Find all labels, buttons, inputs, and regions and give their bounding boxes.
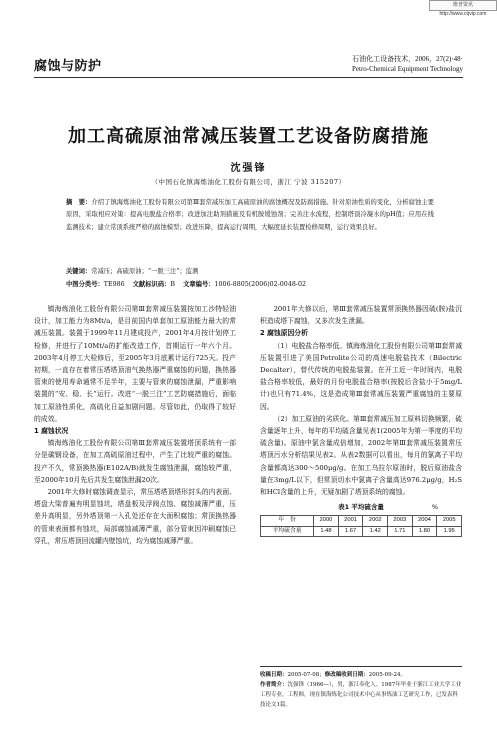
table-title: 表1 平均硫含量: [338, 503, 384, 512]
section-1-paragraph-2: 2001年大修时腐蚀调查显示，常压塔塔顶塔形封头的内表面、塔盘大梁普遍有明显蚀坑，塔盘板及浮阀点蚀、腐蚀减薄严重，压差升高明显，另外塔顶第一入孔处还存在大面积腐蚀；常顶换热器的管束表面都有蚀坑，局部腐蚀减薄严重，部分管束因冲刷腐蚀已穿孔，常压塔顶回流罐内壁蚀坑，均为腐蚀减薄严重。: [34, 488, 236, 545]
keywords-text: 常减压；高硫原油；“一脱三注”；监测: [91, 268, 199, 275]
section-label: 腐蚀与防护: [34, 58, 102, 73]
section-2-paragraph-2: （2）加工原油的劣质化。第Ⅲ套常减压加工原料切换频繁，硫含量逐年上升，每年的平均硫含量见表1(2005年为第一季度的平均硫含量)。原油中氯含量成倍增加，2002年第Ⅲ套常减压装置常压塔顶污水分析结果见表2。从表2数据可以看出，每月的氯离子平均含量都高达300～500μg/g。在加工乌拉尔原油时，脱后原油盐含量在3mg/L以下，但常顶切水中氯离子含量高达976.2μg/g，H₂S和HCl含量的上升，无疑加剧了塔顶系统的腐蚀。: [260, 414, 462, 497]
footnote-bio: [260, 680, 462, 710]
table-cell: 1.80: [412, 526, 437, 537]
left-column: [34, 303, 236, 547]
abstract: [66, 197, 434, 234]
section-1-paragraph-3: 2001年大修以后，第Ⅲ套常减压装置常顶换热器因硫(胺)盐沉积造成塔下腐蚀，又多次发生泄漏。: [260, 305, 462, 326]
footnote-dates: [260, 670, 462, 680]
section-1-paragraph-1: 镇海炼油化工股份有限公司第Ⅲ套常减压装置塔顶系统有一部分是碳钢设备，在加工高硫原油过程中，产生了比较严重的腐蚀。投产不久，常顶换热器(E102A/B)就发生腐蚀泄漏，腐蚀较严重，至2000年10月先后共发生腐蚀泄漏20次。: [34, 439, 236, 484]
journal-line-1: 石油化工设备技术，2006，27(2)·48·: [352, 55, 463, 63]
header-rule: [34, 77, 463, 78]
abstract-label: 摘 要：: [66, 199, 92, 206]
table-cell: 1.67: [338, 526, 363, 537]
doc-code-label: 文献标识码：: [132, 281, 171, 288]
table-cell: 2003: [388, 516, 413, 527]
intro-paragraph: 镇海炼油化工股份有限公司第Ⅲ套常减压装置按加工沙特轻油设计，加工能力为8Mt/a，是目前国内单套加工原油能力最大的常减压装置。装置于1999年11月建成投产，2001年4月按计划停工检修，并进行了10Mt/a的扩能改造工作，首期运行一年六个月。2003年4月停工大检修后，至2005年3月底累计运行725天。投产初期，一直存在着常压塔塔顶油气换热器严重腐蚀的问题，换热器管束的使用寿命通常不足半年，主要与管束的腐蚀泄漏，严重影响装置的“安、稳、长”运行。改进“一脱三注”工艺防腐措施后，面临加工原油性质化，高硫化日益加剧问题。尽管如此，仍取得了较好的成效。: [34, 305, 236, 423]
sulfur-content-table: [260, 515, 462, 537]
right-column: [260, 303, 462, 537]
table-cell: 2001: [338, 516, 363, 527]
site-stamp: 维普资讯 http://www.cqvip.com: [429, 0, 497, 11]
table-row-label: 平均硫含量: [261, 526, 314, 537]
bio-text: 沈强锋（1966—），男，浙江奉化人。1987年毕业于浙江工业大学工业工程专业，工程师，现在镇海炼化公司技术中心从事炼油工艺研究工作，已发表科技论文1篇。: [260, 682, 462, 708]
author: 沈强锋: [230, 163, 267, 174]
doc-code: B: [170, 281, 176, 288]
table-cell: 2002: [363, 516, 388, 527]
class-label: 中图分类号：: [66, 281, 104, 288]
footnote: [260, 666, 462, 710]
affiliation: （中国石化镇海炼油化工股份有限公司，浙江 宁波 315207）: [151, 178, 346, 186]
revised-label: 修改稿收到日期：: [324, 672, 369, 678]
table-caption: [260, 502, 462, 513]
section-2-heading: 2 腐蚀原因分析: [260, 329, 308, 338]
table-cell: 1.95: [437, 526, 462, 537]
keywords: [66, 266, 434, 275]
table-cell: 2004: [412, 516, 437, 527]
table-unit: %: [431, 503, 438, 512]
table-cell: 1.42: [363, 526, 388, 537]
journal-info: [352, 54, 463, 74]
received-date: 2005-07-08；: [287, 672, 325, 678]
abstract-text: 介绍了镇海炼油化工股份有限公司第Ⅲ套常减压加工高硫原油的腐蚀概况及防腐措施。针对原油性质的变化，分析腐蚀主要原因，采取相应对策：提高电脱盐合格率；改进加注助剂措施及有机胺缓蚀剂；完善注水流程，控制塔顶冷凝水的pH值；应用在线监测技术；建立常顶系统严格的腐蚀模型；改进压降，提高运行周期，大幅度延长装置检修周期，运行效果良好。: [66, 199, 435, 231]
section-1-heading: 1 腐蚀状况: [34, 427, 69, 436]
class-no: TE986: [103, 281, 125, 288]
table-row: [261, 516, 462, 527]
keywords-label: 关键词：: [66, 268, 92, 275]
section-2-paragraph-1: （1）电脱盐合格率低。镇海炼油化工股份有限公司第Ⅲ套常减压装置引进了美国Petrolite公司的高速电脱盐技术（Bilectric Decalter），替代传统的电脱盐装置。在开工近一年时间内，电脱盐合格率较低，最好的月份电脱盐合格率(按脱后含盐小于5mg/L计)也只有71.4%，这是造成第Ⅲ套常减压装置严重腐蚀的主要原因。: [260, 341, 462, 411]
journal-line-2: Petro-Chemical Equipment Technology: [352, 65, 463, 73]
table-row-label: 年 份: [261, 516, 314, 527]
article-no-label: 文章编号：: [183, 281, 215, 288]
table-cell: 2005: [437, 516, 462, 527]
article-title: 加工高硫原油常减压装置工艺设备防腐措施: [68, 126, 429, 147]
classification-line: [66, 279, 434, 288]
article-no: 1006-8805(2006)02-0048-02: [214, 281, 306, 288]
table-cell: 1.71: [388, 526, 413, 537]
table-row: [261, 526, 462, 537]
table-cell: 1.48: [314, 526, 339, 537]
revised-date: 2005-09-24。: [368, 672, 406, 678]
bio-label: 作者简介：: [260, 682, 288, 688]
received-label: 收稿日期：: [260, 672, 288, 678]
table-cell: 2000: [314, 516, 339, 527]
